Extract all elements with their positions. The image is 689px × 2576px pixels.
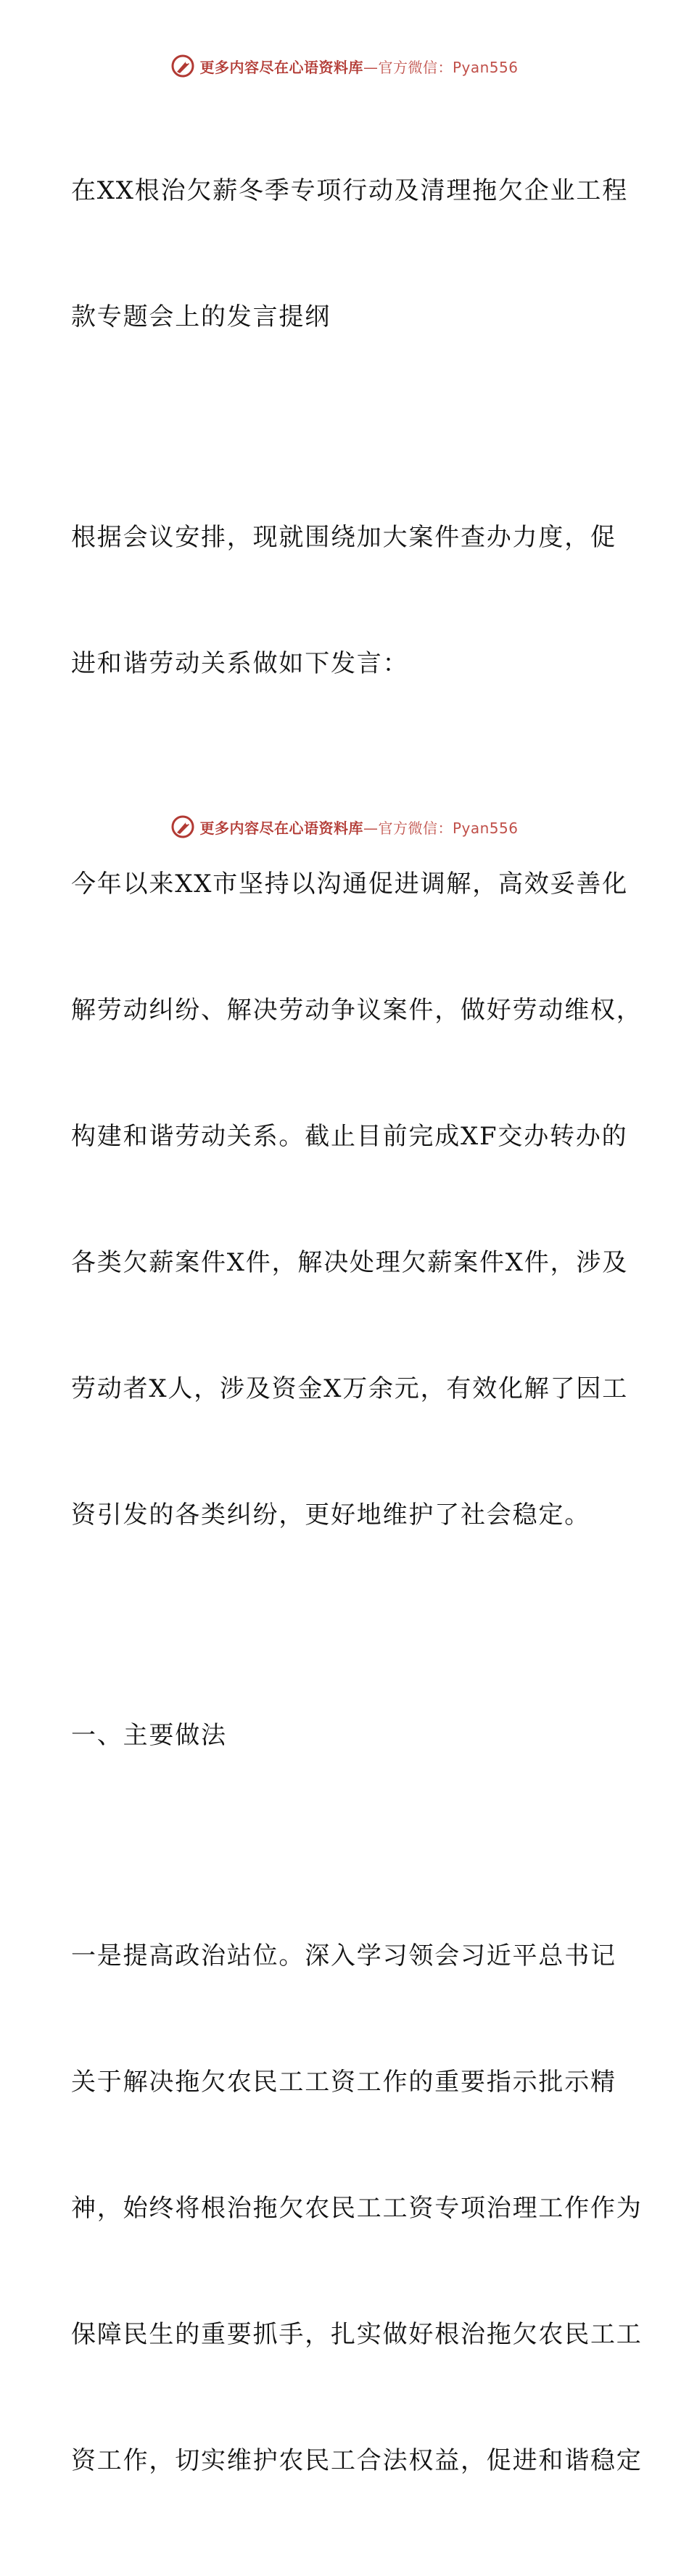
- title-line: 款专题会上的发言提纲: [71, 302, 331, 331]
- document-title: [71, 86, 629, 422]
- point-one-line: 一是提高政治站位。深入学习领会习近平总书记: [71, 1941, 616, 1970]
- watermark-text: 更多内容尽在心语资料库—官方微信：Pyan556: [199, 58, 519, 76]
- point-one-paragraph: [71, 1851, 643, 2566]
- point-one-line: 资工作，切实维护农民工合法权益，促进和谐稳定: [71, 2446, 643, 2475]
- title-line: 在XX根治欠薪冬季专项行动及清理拖欠企业工程: [71, 176, 629, 205]
- summary-line: 今年以来XX市坚持以沟通促进调解，高效妥善化: [71, 870, 629, 899]
- point-one-line: 关于解决拖欠农民工工资工作的重要指示批示精: [71, 2068, 616, 2097]
- footer-watermark: [0, 812, 689, 841]
- section-heading: [71, 1630, 615, 1841]
- summary-line: 资引发的各类纠纷，更好地维护了社会稳定。: [71, 1500, 590, 1530]
- point-one-line: 保障民生的重要抓手，扎实做好根治拖欠农民工工: [71, 2320, 643, 2349]
- intro-paragraph: [71, 432, 615, 769]
- intro-line: 根据会议安排，现就围绕加大案件查办力度，促: [71, 523, 616, 552]
- pen-nib-circle-icon: [170, 814, 195, 839]
- point-one-line: 神，始终将根治拖欠农民工工资专项治理工作作为: [71, 2194, 643, 2223]
- watermark-text: 更多内容尽在心语资料库—官方微信：Pyan556: [199, 819, 519, 837]
- summary-paragraph: [71, 779, 643, 1620]
- pen-nib-circle-icon: [170, 54, 195, 78]
- header-watermark: [0, 51, 689, 80]
- document-body: [71, 86, 643, 2576]
- summary-line: 劳动者X人，涉及资金X万余元，有效化解了因工: [71, 1374, 629, 1403]
- summary-line: 解劳动纠纷、解决劳动争议案件，做好劳动维权，: [71, 996, 643, 1025]
- section-heading-line: 一、主要做法: [71, 1721, 227, 1750]
- summary-line: 构建和谐劳动关系。截止目前完成XF交办转办的: [71, 1122, 628, 1151]
- summary-line: 各类欠薪案件X件，解决处理欠薪案件X件，涉及: [71, 1248, 629, 1277]
- intro-line: 进和谐劳动关系做如下发言：: [71, 649, 409, 678]
